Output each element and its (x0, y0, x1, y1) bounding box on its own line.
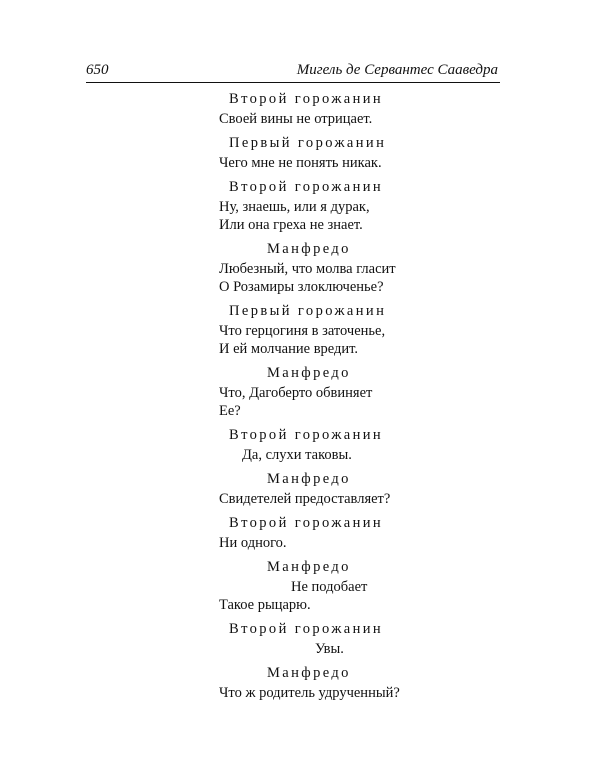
verse-line: Да, слухи таковы. (242, 447, 352, 463)
play-text (219, 88, 539, 702)
header-rule (86, 82, 500, 83)
speaker-name: Первый горожанин (229, 303, 387, 319)
verse-line: Не подобает (291, 579, 368, 595)
speaker-name: Второй горожанин (229, 427, 384, 443)
dialogue-block (219, 176, 539, 234)
speaker-name: Манфредо (267, 665, 351, 681)
speaker-name: Манфредо (267, 559, 351, 575)
verse-line: Что, Дагоберто обвиняет (219, 385, 373, 401)
dialogue-block (219, 300, 539, 358)
running-title: Мигель де Сервантес Сааведра (296, 62, 498, 78)
verse-line: Ни одного. (219, 535, 287, 551)
dialogue-block (219, 238, 539, 296)
dialogue-block (219, 556, 539, 614)
verse-line: Увы. (315, 641, 344, 657)
speaker-name: Второй горожанин (229, 91, 384, 107)
dialogue-block (219, 662, 539, 702)
page-number: 650 (86, 62, 109, 78)
speaker-name: Второй горожанин (229, 621, 384, 637)
dialogue-block (219, 424, 539, 464)
speaker-name: Манфредо (267, 471, 351, 487)
verse-line: Что герцогиня в заточенье, (219, 323, 386, 339)
dialogue-block (219, 132, 539, 172)
verse-line: Своей вины не отрицает. (219, 111, 373, 127)
dialogue-block (219, 88, 539, 128)
dialogue-block (219, 512, 539, 552)
dialogue-block (219, 618, 539, 658)
speaker-name: Манфредо (267, 241, 351, 257)
speaker-name: Второй горожанин (229, 179, 384, 195)
verse-line: Чего мне не понять никак. (219, 155, 382, 171)
verse-line: Или она греха не знает. (219, 217, 363, 233)
verse-line: Что ж родитель удрученный? (219, 685, 400, 701)
speaker-name: Второй горожанин (229, 515, 384, 531)
verse-line: Свидетелей предоставляет? (219, 491, 391, 507)
verse-line: Любезный, что молва гласит (219, 261, 396, 277)
dialogue-block (219, 468, 539, 508)
verse-line: Ну, знаешь, или я дурак, (219, 199, 370, 215)
speaker-name: Первый горожанин (229, 135, 387, 151)
speaker-name: Манфредо (267, 365, 351, 381)
page-header (86, 60, 500, 82)
verse-line: И ей молчание вредит. (219, 341, 359, 357)
verse-line: О Розамиры злоключенье? (219, 279, 384, 295)
verse-line: Такое рыцарю. (219, 597, 311, 613)
dialogue-block (219, 362, 539, 420)
verse-line: Ее? (219, 403, 241, 419)
